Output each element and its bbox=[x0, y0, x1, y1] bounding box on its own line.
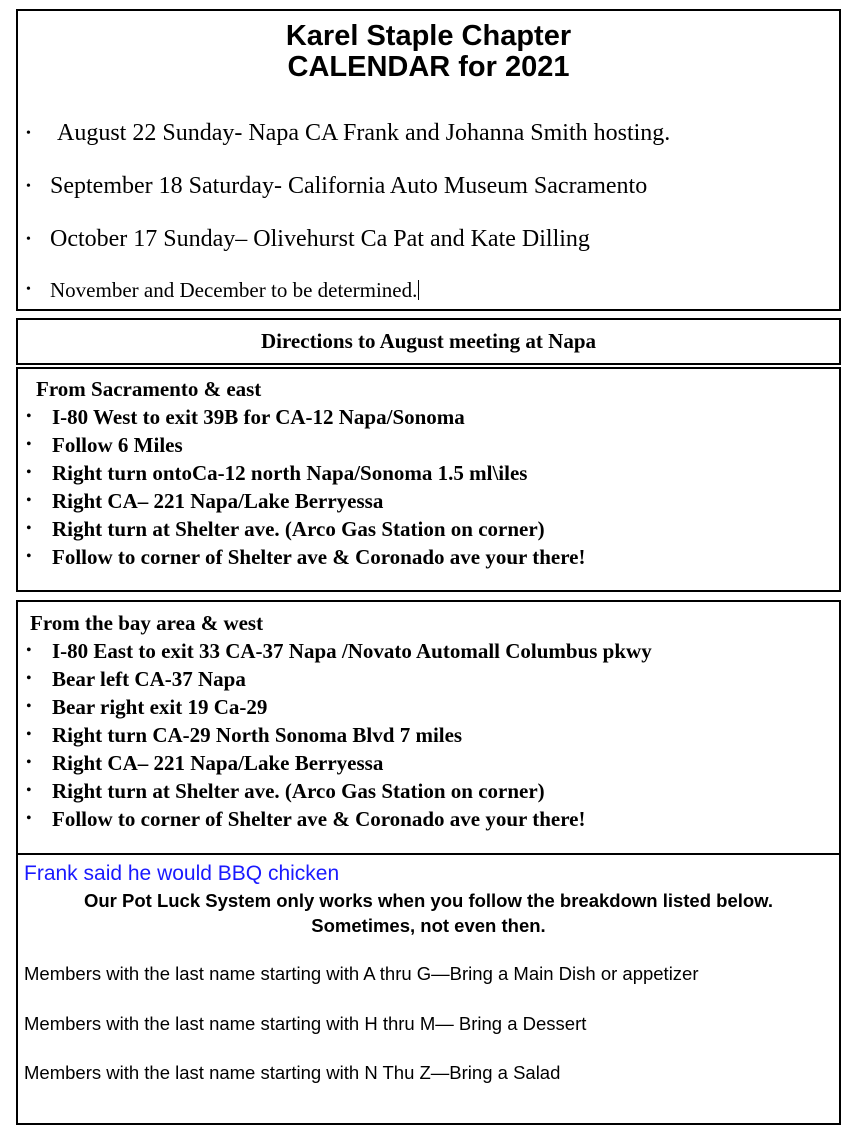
direction-text: Follow to corner of Shelter ave & Coronado ave your there! bbox=[52, 807, 586, 831]
potluck-note-line2: Sometimes, not even then. bbox=[311, 915, 546, 936]
bullet-icon: • bbox=[26, 726, 32, 743]
calendar-title-line1: Karel Staple Chapter bbox=[285, 20, 572, 52]
bullet-icon: • bbox=[26, 492, 32, 509]
text-cursor bbox=[418, 280, 419, 300]
bullet-icon: • bbox=[26, 232, 31, 247]
directions-heading-box bbox=[16, 318, 841, 365]
bullet-icon: • bbox=[26, 520, 32, 537]
bullet-icon: • bbox=[26, 698, 32, 715]
direction-text: Right CA– 221 Napa/Lake Berryessa bbox=[52, 751, 384, 775]
potluck-note-line1: Our Pot Luck System only works when you follow the breakdown listed below. bbox=[83, 890, 774, 911]
direction-text: Right turn at Shelter ave. (Arco Gas Station on corner) bbox=[52, 517, 545, 541]
potluck-rule: Members with the last name starting with N Thu Z—Bring a Salad bbox=[24, 1062, 561, 1083]
bullet-icon: • bbox=[26, 670, 32, 687]
section-heading: From Sacramento & east bbox=[36, 377, 262, 401]
bullet-icon: • bbox=[26, 782, 32, 799]
bullet-icon: • bbox=[26, 282, 31, 297]
event-text: September 18 Saturday- California Auto Museum Sacramento bbox=[50, 173, 648, 199]
event-text bbox=[50, 277, 419, 303]
event-item bbox=[18, 277, 838, 303]
section-divider bbox=[18, 853, 839, 855]
direction-text: Bear left CA-37 Napa bbox=[52, 667, 246, 691]
section-heading: From the bay area & west bbox=[30, 611, 264, 635]
event-text: October 17 Sunday– Olivehurst Ca Pat and Kate Dilling bbox=[50, 226, 590, 252]
event-text: August 22 Sunday- Napa CA Frank and Johanna Smith hosting. bbox=[57, 120, 671, 146]
bullet-icon: • bbox=[26, 754, 32, 771]
bullet-icon: • bbox=[26, 464, 32, 481]
event-item bbox=[18, 224, 838, 254]
calendar-title-line2: CALENDAR for 2021 bbox=[287, 51, 570, 83]
direction-text: Bear right exit 19 Ca-29 bbox=[52, 695, 268, 719]
direction-text: Right CA– 221 Napa/Lake Berryessa bbox=[52, 489, 384, 513]
from-sacramento-box bbox=[16, 367, 841, 592]
directions-heading: Directions to August meeting at Napa bbox=[260, 329, 596, 353]
from-bay-box bbox=[16, 600, 841, 1125]
potluck-system-note bbox=[18, 888, 839, 938]
direction-text: I-80 East to exit 33 CA-37 Napa /Novato Automall Columbus pkwy bbox=[52, 639, 652, 663]
bullet-icon: • bbox=[26, 126, 31, 141]
direction-text: Right turn at Shelter ave. (Arco Gas Station on corner) bbox=[52, 779, 545, 803]
calendar-title bbox=[18, 21, 839, 83]
calendar-box bbox=[16, 9, 841, 311]
direction-text: Follow to corner of Shelter ave & Coronado ave your there! bbox=[52, 545, 586, 569]
bbq-note: Frank said he would BBQ chicken bbox=[24, 862, 340, 885]
bullet-icon: • bbox=[26, 810, 32, 827]
bullet-icon: • bbox=[26, 548, 32, 565]
potluck-rule: Members with the last name starting with H thru M— Bring a Dessert bbox=[24, 1013, 587, 1034]
direction-text: I-80 West to exit 39B for CA-12 Napa/Sonoma bbox=[52, 405, 465, 429]
event-text-content: November and December to be determined. bbox=[50, 278, 418, 302]
direction-text: Right turn ontoCa-12 north Napa/Sonoma 1.5 ml\iles bbox=[52, 461, 528, 485]
potluck-rule: Members with the last name starting with A thru G—Bring a Main Dish or appetizer bbox=[24, 963, 699, 984]
direction-text: Follow 6 Miles bbox=[52, 433, 183, 457]
bullet-icon: • bbox=[26, 436, 32, 453]
bullet-icon: • bbox=[26, 408, 32, 425]
bullet-icon: • bbox=[26, 642, 32, 659]
event-item bbox=[18, 171, 838, 201]
event-item bbox=[18, 118, 838, 148]
bullet-icon: • bbox=[26, 179, 31, 194]
direction-text: Right turn CA-29 North Sonoma Blvd 7 miles bbox=[52, 723, 463, 747]
